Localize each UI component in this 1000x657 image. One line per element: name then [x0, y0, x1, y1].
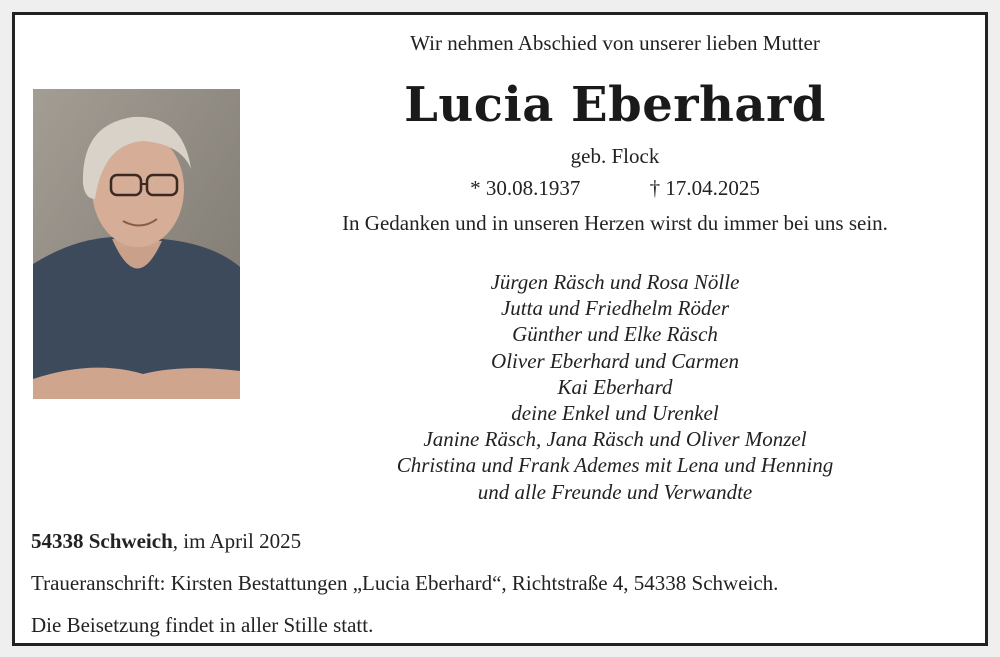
mourner-line: Günther und Elke Räsch [512, 322, 718, 347]
maiden-name: geb. Flock [570, 144, 660, 168]
mourning-address: Traueranschrift: Kirsten Bestattungen „Lucia Eberhard“, Richtstraße 4, 54338 Schweich. [31, 571, 779, 595]
mourner-line: Oliver Eberhard und Carmen [491, 348, 739, 373]
place-name: 54338 Schweich [31, 529, 173, 553]
mourners-list [245, 269, 985, 505]
portrait-photo [33, 89, 240, 399]
birth-date: * 30.08.1937 [470, 176, 581, 200]
mourner-line: und alle Freunde und Verwandte [477, 479, 753, 504]
mourner-line: deine Enkel und Urenkel [511, 401, 719, 426]
place-and-date [31, 529, 301, 554]
deceased-name: Lucia Eberhard [404, 77, 826, 133]
life-dates [245, 176, 985, 201]
death-date: † 17.04.2025 [649, 176, 760, 200]
mourner-line: Kai Eberhard [557, 374, 673, 399]
obituary-notice [12, 12, 988, 646]
mourner-line: Janine Räsch, Jana Räsch und Oliver Monzel [423, 427, 807, 452]
funeral-note: Die Beisetzung findet in aller Stille statt. [31, 613, 374, 637]
mourner-line: Christina und Frank Ademes mit Lena und Henning [396, 453, 834, 478]
mourner-line: Jürgen Räsch und Rosa Nölle [490, 270, 740, 294]
memorial-quote: In Gedanken und in unseren Herzen wirst du immer bei uns sein. [342, 211, 888, 235]
mourner-line: Jutta und Friedhelm Röder [500, 296, 730, 321]
intro-line: Wir nehmen Abschied von unserer lieben Mutter [410, 31, 820, 55]
month-year: , im April 2025 [172, 529, 302, 553]
